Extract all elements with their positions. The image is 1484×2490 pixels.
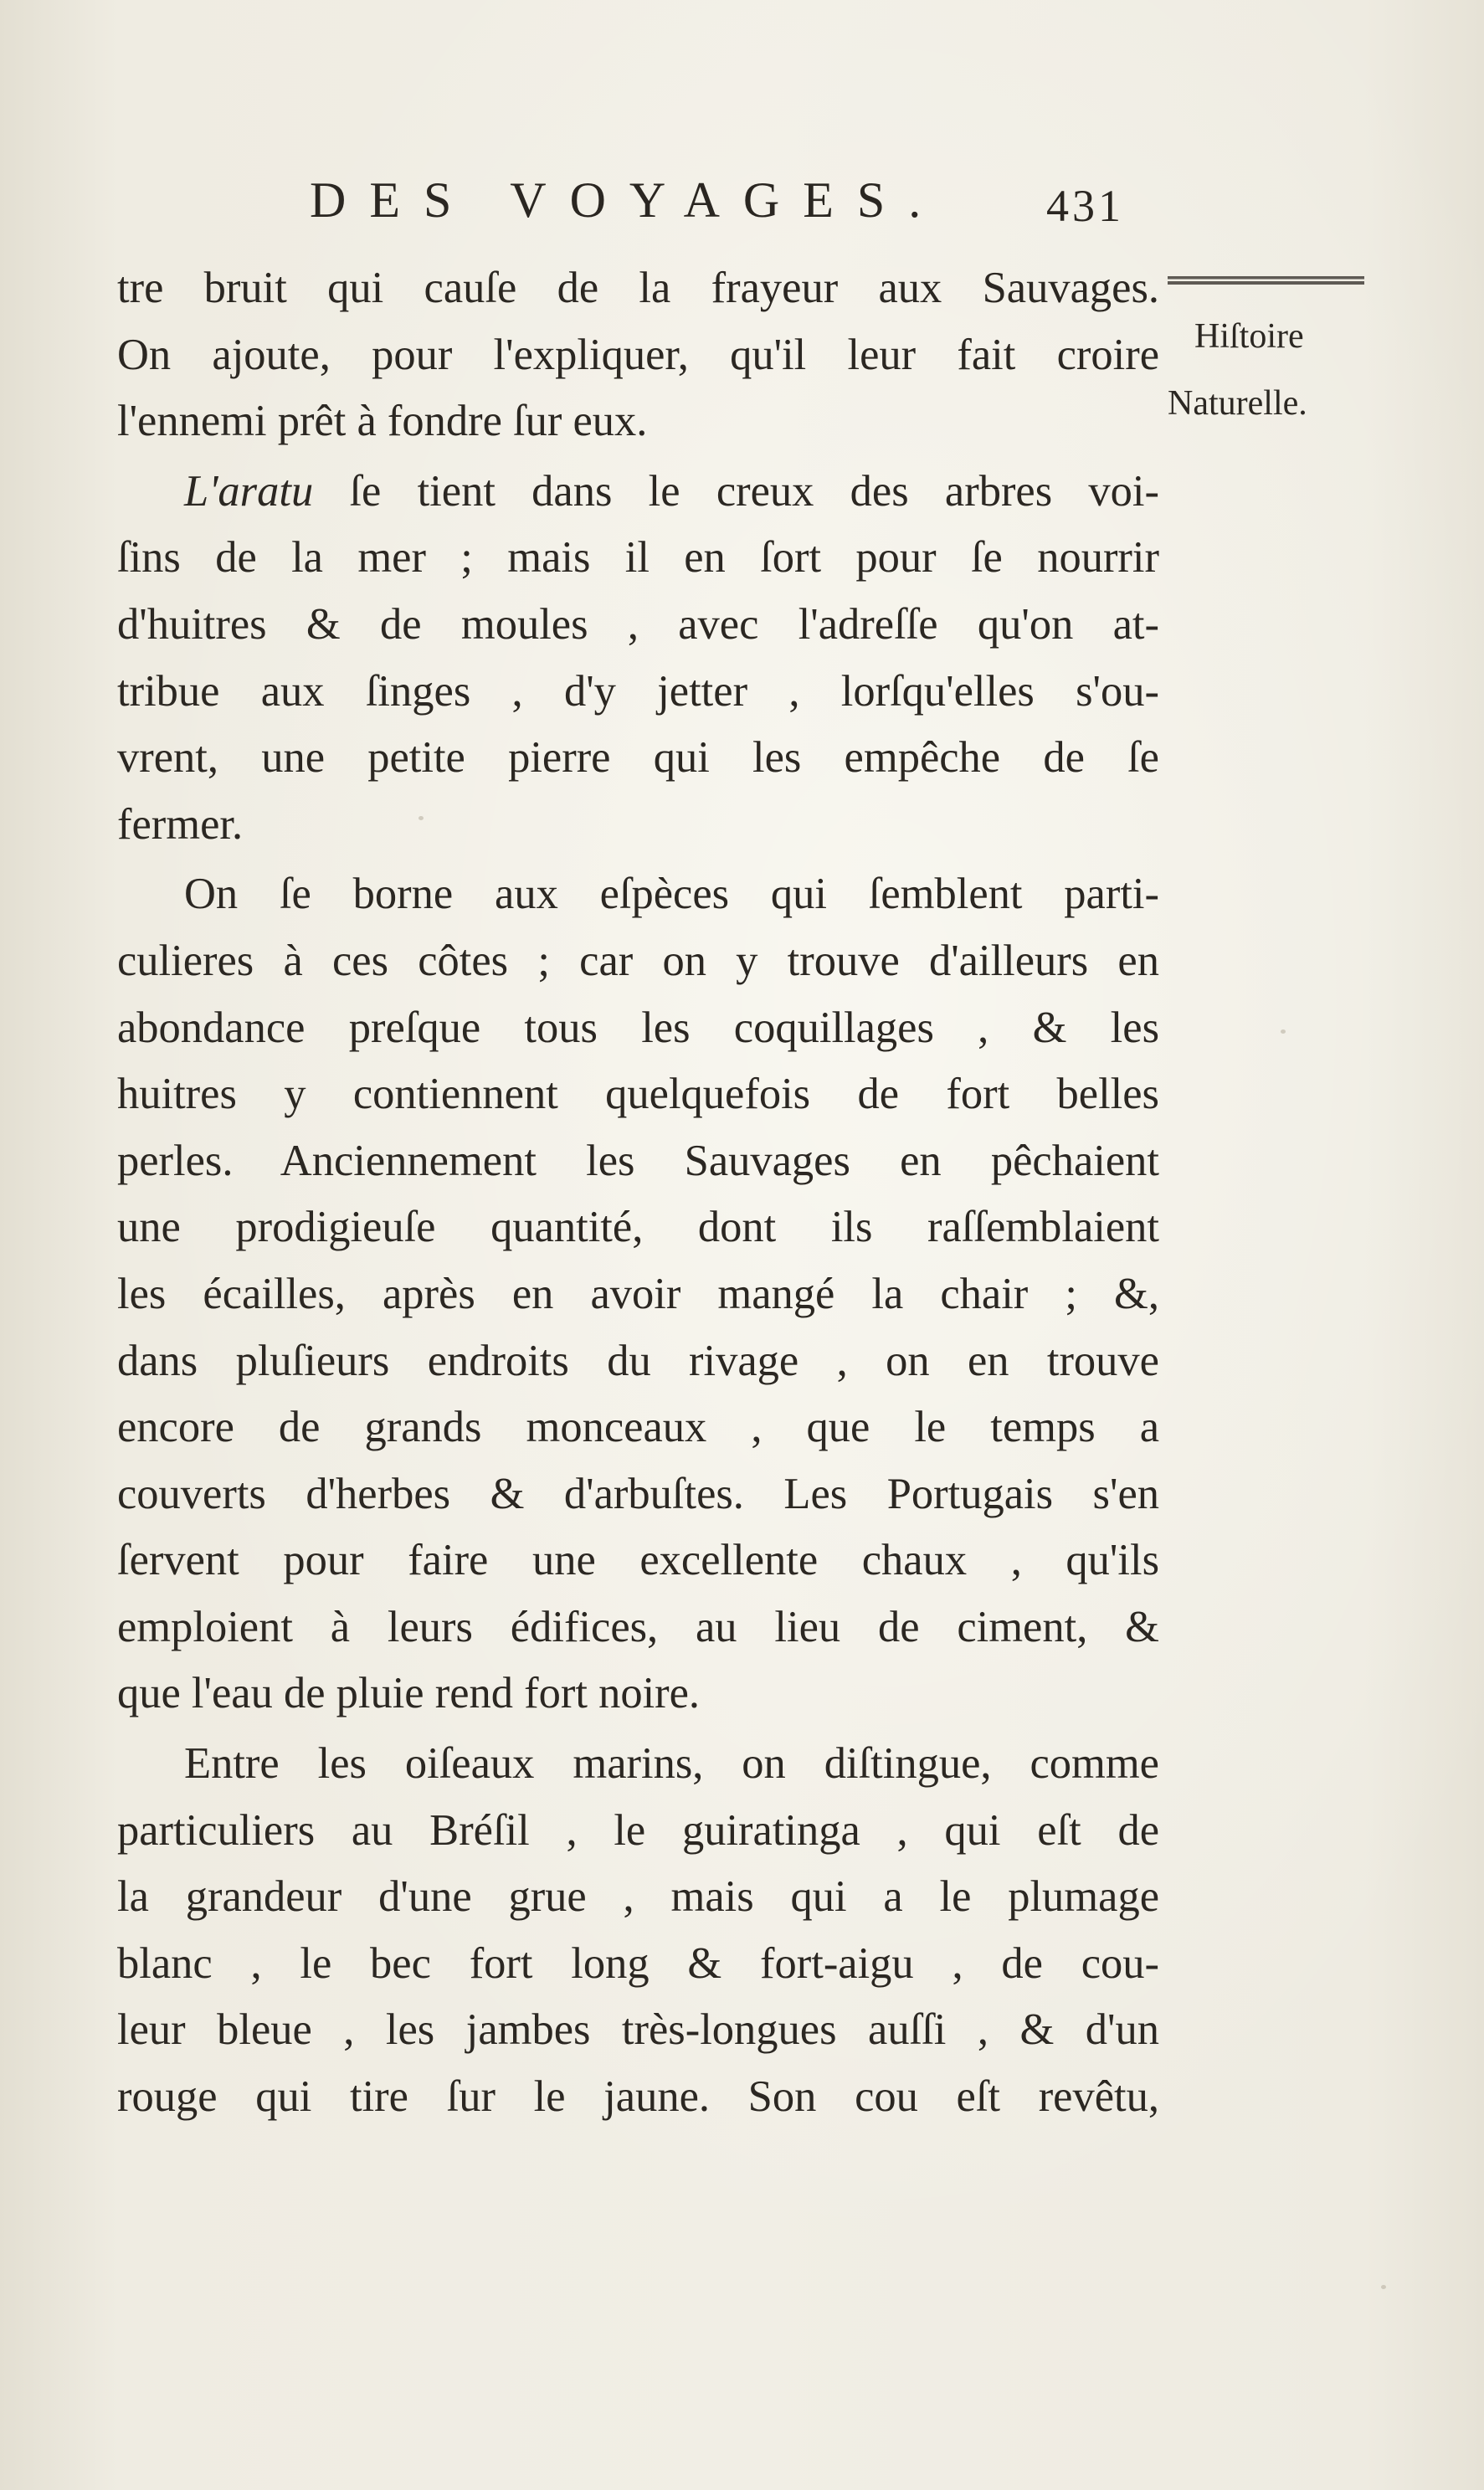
- text-line: abondance preſque tous les coquillages , & les: [117, 1003, 1159, 1052]
- text-line: les écailles, après en avoir mangé la chair ; &,: [117, 1269, 1159, 1318]
- text-line: culieres à ces côtes ; car on y trouve d'ailleurs en: [117, 936, 1159, 985]
- paragraph-3: [117, 861, 1159, 1728]
- text-line: encore de grands monceaux , que le temps a: [117, 1403, 1159, 1452]
- text-line: particuliers au Bréſil , le guiratinga , qui eſt de: [117, 1805, 1159, 1855]
- text-line: fermer.: [117, 799, 244, 849]
- text-line: leur bleue , les jambes très-longues auſſi , & d'un: [117, 2005, 1159, 2055]
- paragraph-2: [117, 459, 1159, 859]
- text-line: tribue aux ſinges , d'y jetter , lorſqu'elles s'ou-: [117, 666, 1159, 716]
- text-line: l'ennemi prêt à fondre ſur eux.: [117, 397, 648, 446]
- text-line: Entre les oiſeaux marins, on diſtingue, comme: [184, 1739, 1159, 1789]
- margin-note-line-2: Naturelle.: [1168, 384, 1307, 423]
- text-line: perles. Anciennement les Sauvages en pêchaient: [117, 1136, 1159, 1185]
- paragraph-4: [117, 1731, 1159, 2131]
- text-line: ſins de la mer ; mais il en ſort pour ſe nourrir: [117, 533, 1159, 583]
- text-line: blanc , le bec fort long & fort-aigu , de cou-: [117, 1938, 1159, 1988]
- text-line: [117, 459, 1159, 526]
- text-line: On ajoute, pour l'expliquer, qu'il leur fait croire: [117, 330, 1159, 379]
- text-line: la grandeur d'une grue , mais qui a le plumage: [117, 1872, 1159, 1922]
- text-line: On ſe borne aux eſpèces qui ſemblent parti-: [184, 870, 1159, 919]
- text-line: une prodigieuſe quantité, dont ils raſſemblaient: [117, 1203, 1159, 1252]
- paper-speck: [1381, 2285, 1386, 2289]
- text-line: emploient à leurs édifices, au lieu de ciment, &: [117, 1602, 1159, 1651]
- text-line: tre bruit qui cauſe de la frayeur aux Sauvages.: [117, 264, 1159, 312]
- margin-note-line-1: Hiſtoire: [1194, 317, 1304, 356]
- text-line-rest: ſe tient dans le creux des arbres voi-: [313, 466, 1159, 516]
- text-line: rouge qui tire ſur le jaune. Son cou eſt revêtu,: [117, 2072, 1159, 2122]
- paper-speck: [418, 816, 424, 820]
- body-text: [117, 255, 1159, 2131]
- paper-speck: [1281, 1029, 1286, 1034]
- text-line: huitres y contiennent quelquefois de fort belles: [117, 1070, 1159, 1119]
- paragraph-1: [117, 255, 1159, 455]
- text-line: que l'eau de pluie rend fort noire.: [117, 1669, 701, 1718]
- page-header: [310, 172, 1155, 239]
- text-line: couverts d'herbes & d'arbuſtes. Les Portugais s'en: [117, 1469, 1159, 1518]
- italic-term: L'aratu: [184, 466, 314, 516]
- text-line: vrent, une petite pierre qui les empêche de ſe: [117, 733, 1159, 783]
- page-number: 431: [1046, 181, 1124, 231]
- margin-rule: [1168, 276, 1364, 285]
- text-line: ſervent pour faire une excellente chaux , qu'ils: [117, 1536, 1159, 1585]
- text-line: dans pluſieurs endroits du rivage , on en trouve: [117, 1336, 1159, 1385]
- text-line: d'huitres & de moules , avec l'adreſſe qu'on at-: [117, 599, 1159, 649]
- running-title: DES VOYAGES.: [310, 172, 945, 228]
